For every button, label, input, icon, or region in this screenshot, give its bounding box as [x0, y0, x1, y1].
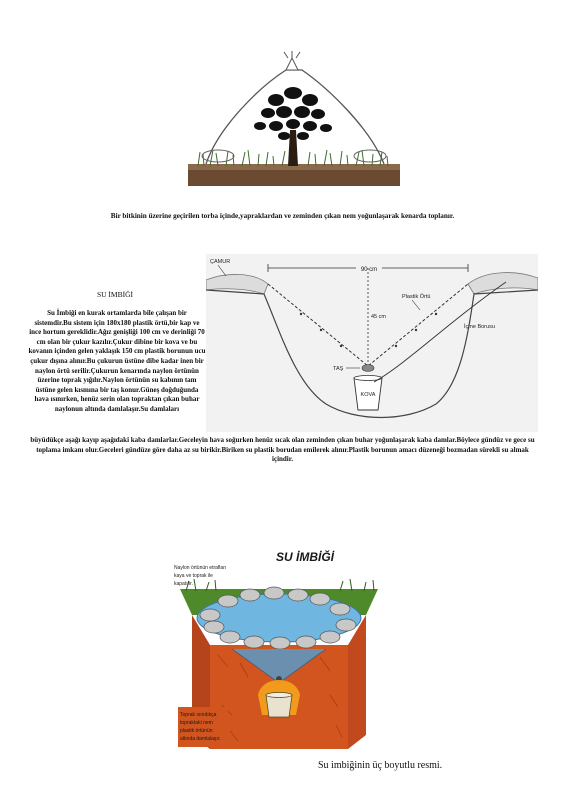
plastic-cover-label: Plastik Örtü	[402, 294, 431, 300]
figure3-caption: Su imbiğinin üç boyutlu resmi.	[318, 760, 443, 771]
bucket	[266, 695, 292, 717]
figure3-title: SU İMBİĞİ	[276, 550, 335, 564]
width-label: 90 cm	[360, 267, 378, 273]
svg-text:topraktaki nem: topraktaki nem	[180, 720, 213, 726]
svg-text:Naylon örtünün etrafları: Naylon örtünün etrafları	[174, 565, 227, 571]
plant-bag-illustration	[188, 48, 400, 194]
svg-text:kapatılır.: kapatılır.	[174, 581, 193, 587]
section-heading: SU İMBİĞİ	[96, 290, 134, 299]
svg-text:plastik örtünün: plastik örtünün	[180, 728, 213, 734]
stone	[362, 365, 374, 372]
svg-text:Toprak ısındıkça: Toprak ısındıkça	[180, 712, 217, 718]
svg-text:kaya ve toprak ile: kaya ve toprak ile	[174, 573, 213, 579]
svg-text:altında damlalaşır.: altında damlalaşır.	[180, 736, 221, 742]
ground	[188, 168, 400, 186]
drinking-tube-label: İçme Borusu	[464, 324, 495, 330]
solar-still-cross-section	[206, 254, 538, 432]
stone-label: TAŞ	[333, 366, 344, 372]
section-paragraph-left: Su İmbiği en kurak ortamlarda bile çalışan bir sistemdir.Bu sistem için 180x180 plastik örtü,bir kap ve ince hortum gereklidir.Ağız genişliği 100 cm ve derinliği 70 cm olan bir çukur kazılır.Çukur dibine bir kova ve bu kovanın içinden gelen yaklaşık 150 cm plastik borunun ucu çukur dışına alınır.Bu çukurun üstüne dibe kadar inen bir naylon örtü serilir.Çukurun kenarında naylon örtünün üzerine toprak yığılır.Naylon örtünün su kabının tam üstüne gelen kısmına bir taş konur.Güneş doğduğunda hava ısınırken, henüz serin olan topraktan çıkan buhar naylonun altında damlalaşır.Su damlaları	[28, 309, 206, 413]
figure1-caption: Bir bitkinin üzerine geçirilen torba içinde,yapraklardan ve zeminden çıkan nem yoğunlaşarak kenarda toplanır.	[110, 212, 455, 220]
section-paragraph-full: büyüdükçe aşağı kayıp aşağıdaki kaba damlarlar.Geceleyin hava soğurken henüz sıcak olan zeminden çıkan buhar yoğunlaşarak kaba damlar.Böylece gündüz ve gece su toplama imkanı olur.Geceleri gündüze göre daha az su birikir.Biriken su plastik borudan emilerek alınır.Plastik borunun amacı düzeneği bozmadan sürekli su almak içindir.	[30, 436, 535, 464]
bucket-label: KOVA	[360, 392, 376, 398]
depth-label: 45 cm	[371, 314, 386, 320]
mud-label: ÇAMUR	[210, 259, 231, 265]
solar-still-3d-illustration	[170, 545, 388, 751]
